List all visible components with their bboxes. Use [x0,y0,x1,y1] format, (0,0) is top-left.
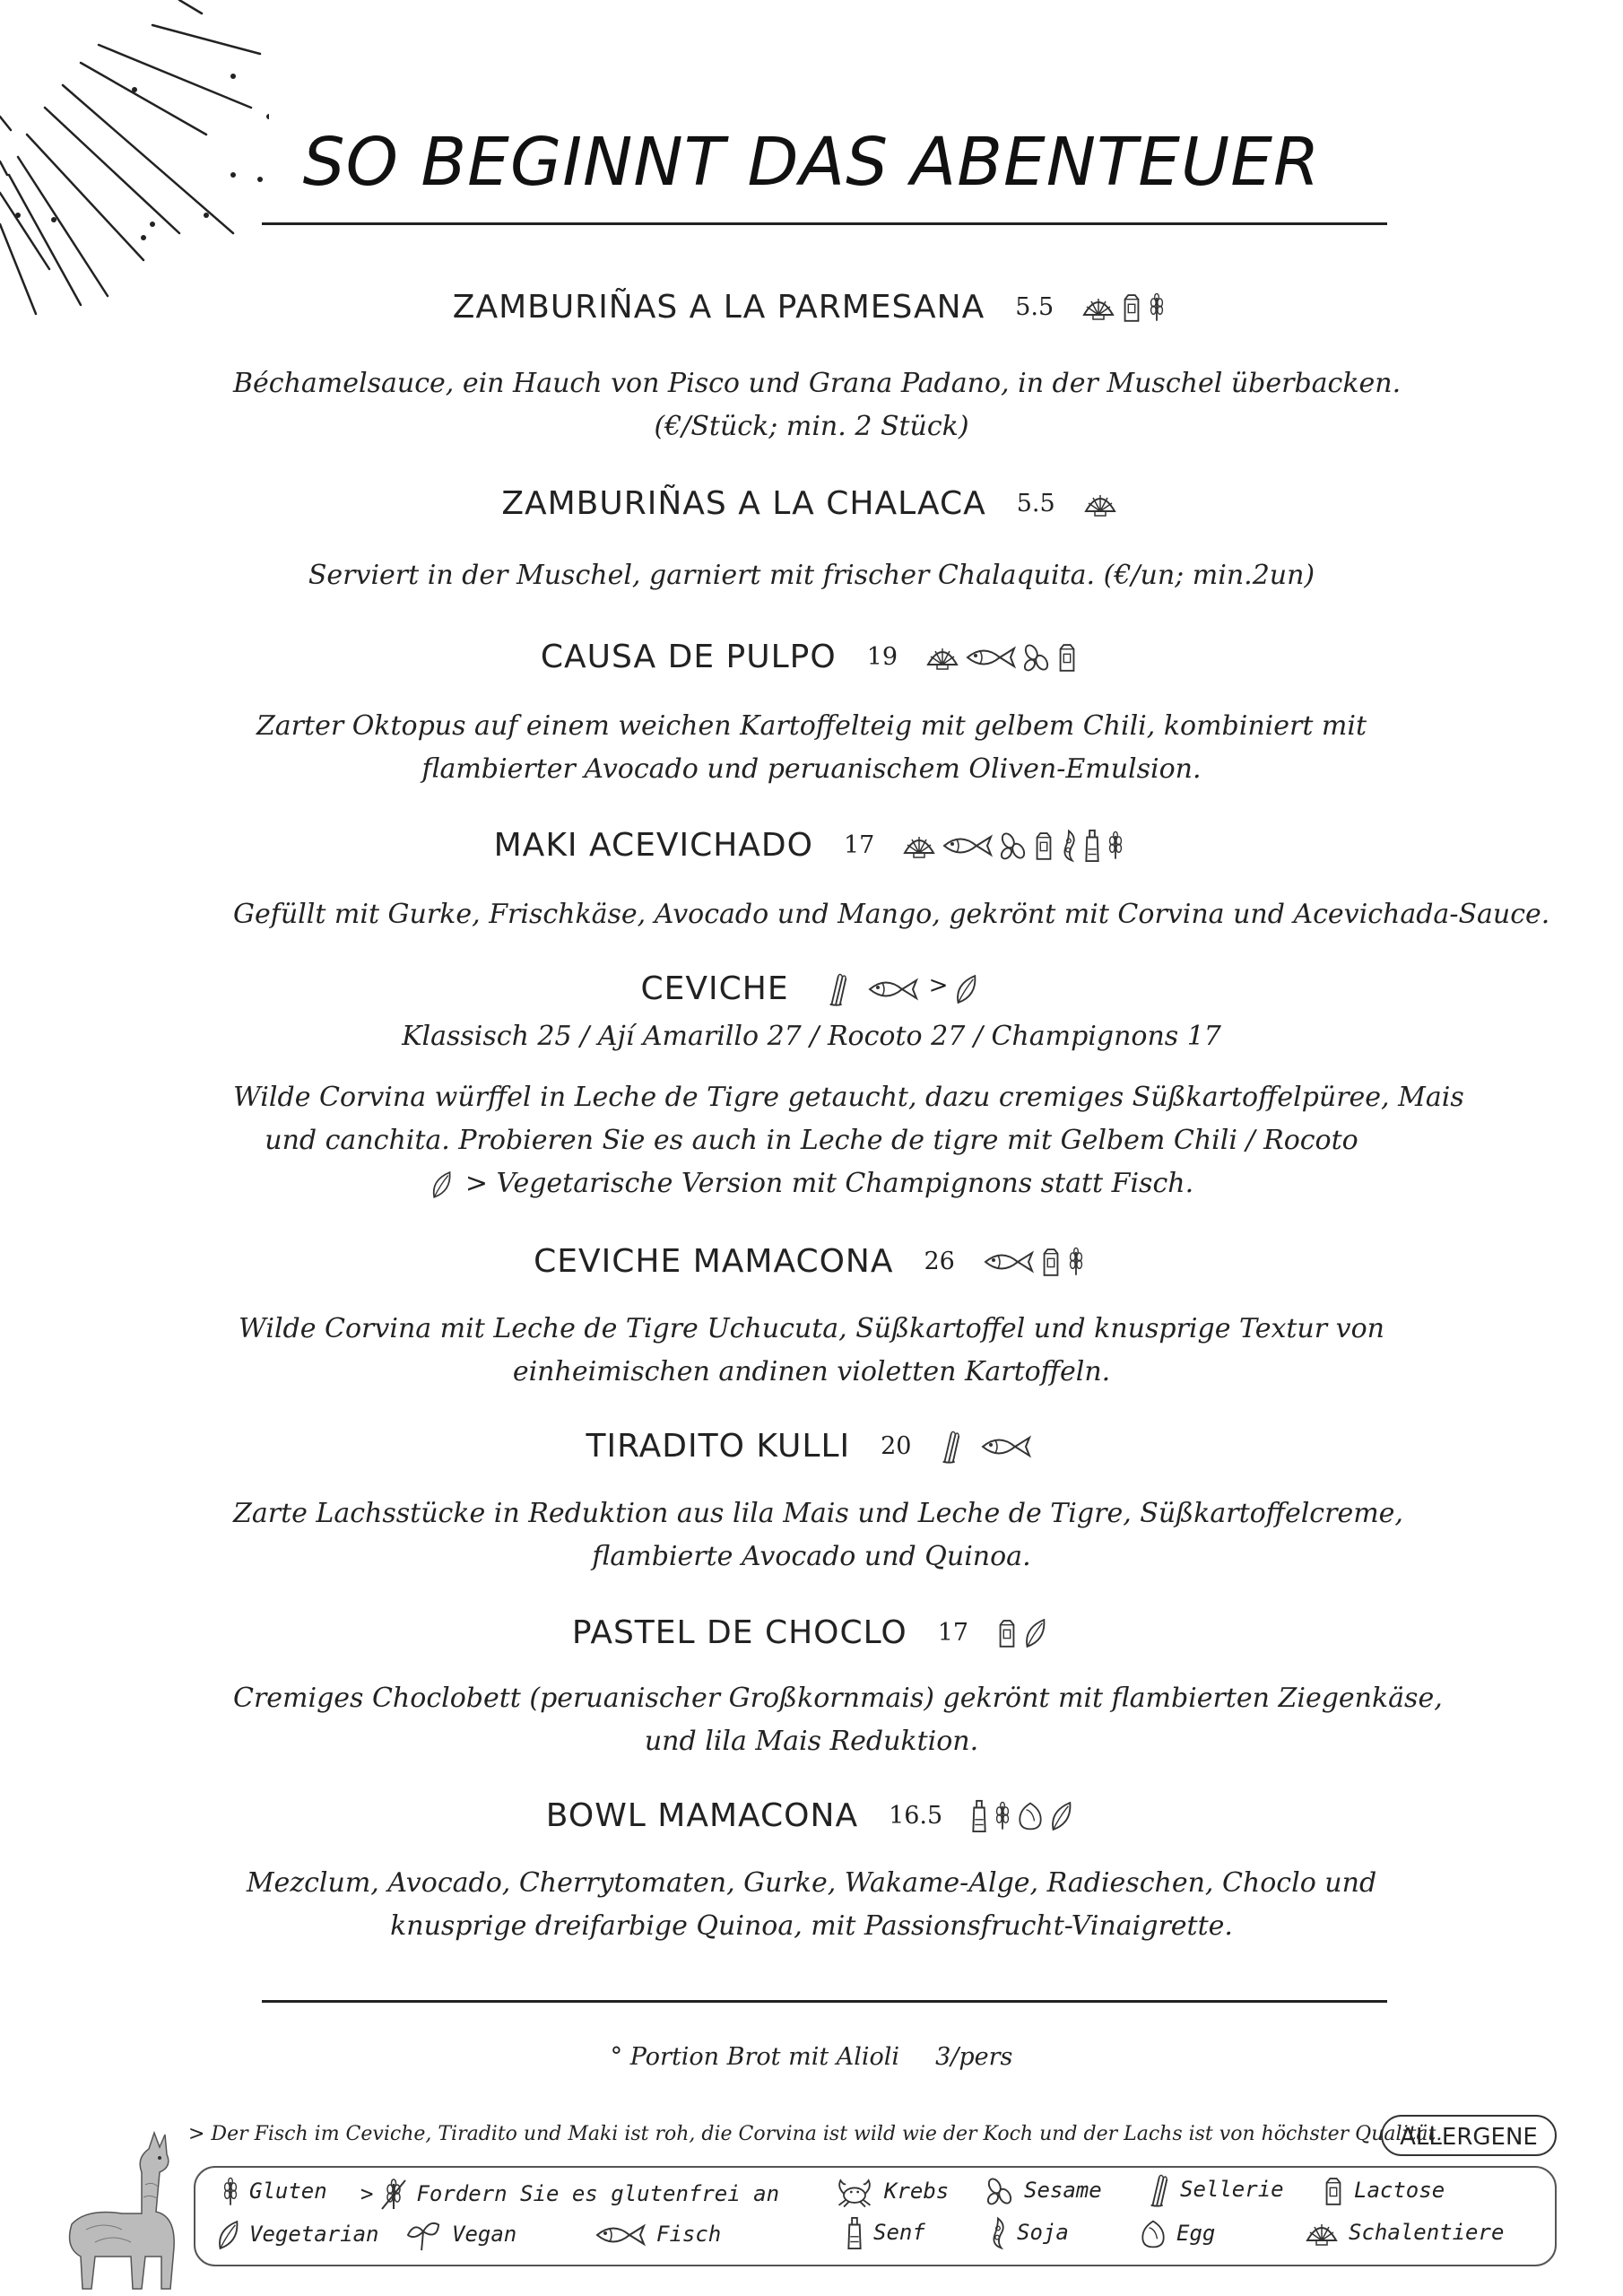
description-line: knusprige dreifarbige Quinoa, mit Passionsfrucht-Vinaigrette. [390,1910,1233,1942]
celery-icon [825,972,850,1006]
description-line: flambierter Avocado und peruanischem Oliven-Emulsion. [421,753,1202,785]
item-description [233,554,1390,597]
menu-item-heading [0,970,1623,1007]
legend-gluten: Gluten [221,2177,327,2207]
item-name: MAKI ACEVICHADO [493,827,813,864]
mustard-icon [1082,829,1102,863]
mustard-icon [845,2216,864,2250]
item-description [233,1492,1403,1578]
legend-vegetarian: Vegetarian [215,2218,379,2252]
bread-label: ° Portion Brot mit Alioli [610,2043,900,2071]
item-price: 26 [924,1248,955,1275]
legend-lactose: Lactose [1322,2175,1445,2207]
menu-item-heading [0,289,1623,326]
vegetarian-icon [1022,1616,1047,1650]
item-price: 5.5 [1015,293,1055,321]
vegetarian-note: > Vegetarische Version mit Champignons statt Fisch. [464,1168,1194,1199]
bread-portion [0,2043,1623,2071]
lactose-icon [1055,641,1079,674]
allergens-button[interactable]: ALLERGENE [1381,2115,1557,2156]
vegetarian-icon [1048,1799,1073,1833]
item-name: ZAMBURIÑAS A LA PARMESANA [452,289,985,326]
egg-icon [1139,2218,1167,2250]
vegetarian-icon [953,972,978,1006]
sesame-icon [985,2175,1015,2207]
legend-fisch: Fisch [594,2222,721,2248]
item-description [233,893,1550,936]
bread-price: 3/pers [935,2043,1013,2071]
description-line: Gefüllt mit Gurke, Frischkäse, Avocado und Mango, gekrönt mit Corvina und Acevichada-Sauce. [233,899,1550,930]
fish-icon [594,2222,647,2248]
allergen-icons [938,1430,1037,1464]
gluten-icon [221,2177,240,2207]
legend-gluten-free: > Fordern Sie es glutenfrei an [360,2179,779,2211]
description-line: und canchita. Probieren Sie es auch in Leche de tigre mit Gelbem Chili / Rocoto [265,1125,1358,1156]
item-name: CEVICHE [640,970,789,1007]
menu-item-heading [0,1614,1623,1651]
lactose-icon [995,1617,1019,1649]
item-name: TIRADITO KULLI [586,1428,851,1465]
page-title: SO BEGINNT DAS ABENTEUER [302,124,1321,201]
description-line-vegetarian [233,1162,1390,1205]
allergen-icons [969,1799,1077,1833]
alpaca-illustration [59,2131,194,2292]
lactose-icon [1039,1246,1063,1278]
menu-item-heading [0,1428,1623,1465]
gluten-icon [1147,291,1167,324]
allergen-icons [825,972,983,1006]
vegetarian-icon [215,2218,240,2252]
description-line: Wilde Corvina mit Leche de Tigre Uchucuta, Süßkartoffel und knusprige Textur von [239,1313,1384,1344]
item-price: 17 [937,1619,969,1647]
legend-vegan: Vegan [404,2218,516,2252]
bottom-divider [262,2000,1387,2003]
lactose-icon [1120,291,1143,324]
allergen-icons [1081,291,1170,324]
allergen-icons [1082,489,1122,519]
shell-icon [924,642,960,673]
lactose-icon [1032,830,1055,862]
title-divider [262,222,1387,225]
description-line: Serviert in der Muschel, garniert mit frischer Chalaquita. (€/un; min.2un) [308,560,1315,591]
legend-sellerie: Sellerie [1146,2173,1284,2207]
gluten-icon [1066,1246,1086,1278]
description-line: Zarter Oktopus auf einem weichen Kartoffelteig mit gelbem Chili, kombiniert mit [256,710,1367,742]
menu-item-heading [0,1797,1623,1834]
item-description [233,1862,1390,1948]
description-line: flambierte Avocado und Quinoa. [592,1541,1031,1572]
legend-senf: Senf [845,2216,925,2250]
shell-icon [1304,2218,1340,2248]
shell-icon [901,831,937,861]
fish-icon [982,1248,1036,1275]
menu-item-heading [0,639,1623,675]
item-price: 5.5 [1016,490,1055,517]
legend-krebs: Krebs [834,2175,949,2209]
item-price: 19 [866,643,898,671]
menu-item-heading [0,485,1623,522]
description-line: Cremiges Choclobett (peruanischer Großkornmais) gekrönt mit flambierten Ziegenkäse, [233,1683,1443,1714]
item-name: CEVICHE MAMACONA [534,1243,894,1280]
menu-item-heading [0,1243,1623,1280]
allergen-icons [995,1616,1051,1650]
description-line: (€/Stück; min. 2 Stück) [654,411,969,442]
legend-soja: Soja [988,2216,1069,2250]
shell-icon [1082,489,1118,519]
description-line: Zarte Lachsstücke in Reduktion aus lila Mais und Leche de Tigre, Süßkartoffelcreme, [233,1498,1403,1529]
description-line: einheimischen andinen violetten Kartoffeln. [512,1356,1111,1387]
sesame-icon [998,831,1028,861]
celery-icon [938,1430,963,1464]
legend-schalentiere: Schalentiere [1304,2218,1504,2248]
item-description [233,1076,1464,1205]
gluten-icon [993,1800,1012,1832]
crab-icon [834,2175,875,2209]
legend-sesame: Sesame [985,2175,1102,2207]
item-price: 20 [881,1432,912,1460]
allergen-legend [194,2166,1557,2266]
item-description [233,1677,1443,1763]
sesame-icon [1021,642,1052,673]
raw-fish-footnote: > Der Fisch im Ceviche, Tiradito und Maki ist roh, die Corvina ist wild wie der Koch und der Lachs ist von höchster Qualität. [188,2123,1443,2145]
description-line: und lila Mais Reduktion. [644,1726,979,1757]
item-price: 16.5 [889,1802,943,1830]
fish-icon [866,976,920,1003]
allergen-icons [901,829,1129,863]
lactose-icon [1322,2175,1345,2207]
gluten-free-icon [380,2179,407,2211]
allergen-icons [924,641,1082,674]
item-price: 17 [844,831,875,859]
menu-item-heading [0,827,1623,864]
vegetarian-icon [430,1169,453,1201]
vegetarian-option-arrow: > [928,972,949,999]
description-line: Mezclum, Avocado, Cherrytomaten, Gurke, Wakame-Alge, Radieschen, Choclo und [246,1867,1377,1899]
allergen-icons [982,1246,1089,1278]
mustard-icon [969,1799,989,1833]
item-description [233,1308,1390,1394]
fish-icon [979,1433,1033,1460]
item-name: CAUSA DE PULPO [540,639,837,675]
vegan-icon [404,2218,443,2252]
fish-icon [941,832,994,859]
item-name: ZAMBURIÑAS A LA CHALACA [501,485,986,522]
shell-icon [1081,292,1116,323]
description-line: Wilde Corvina würffel in Leche de Tigre getaucht, dazu cremiges Süßkartoffelpüree, Mais [233,1082,1464,1113]
legend-egg: Egg [1139,2218,1215,2250]
item-name: PASTEL DE CHOCLO [571,1614,907,1651]
item-description [233,705,1390,791]
gluten-icon [1106,830,1125,862]
item-name: BOWL MAMACONA [545,1797,859,1834]
soy-icon [1059,829,1079,863]
fish-icon [964,644,1018,671]
ceviche-variant-prices: Klassisch 25 / Ají Amarillo 27 / Rocoto 27 / Champignons 17 [402,1021,1221,1052]
egg-icon [1016,1800,1045,1832]
soy-icon [988,2216,1008,2250]
celery-icon [1146,2173,1171,2207]
description-line: Béchamelsauce, ein Hauch von Pisco und Grana Padano, in der Muschel überbacken. [233,368,1402,399]
item-description [233,362,1402,448]
